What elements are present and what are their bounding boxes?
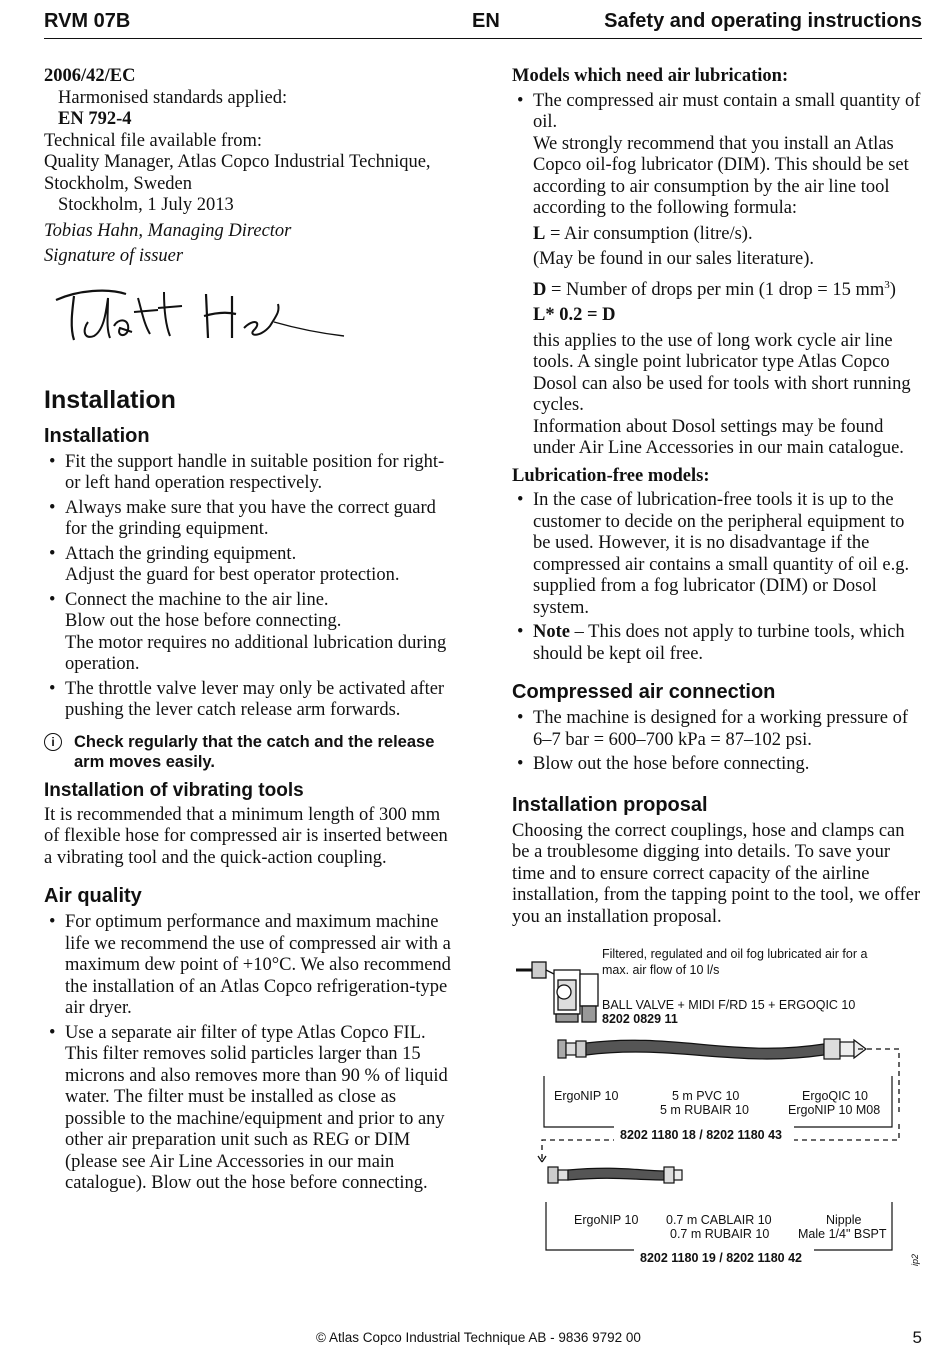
- list-item: • Attach the grinding equipment. Adjust the guard for best operator protection.: [44, 544, 458, 587]
- hose1-parts: 8202 1180 18 / 8202 1180 43: [620, 1128, 782, 1142]
- formula-literature: (May be found in our sales literature).: [533, 249, 815, 269]
- diagram-code: ip2: [910, 1253, 920, 1266]
- list-item: • Blow out the hose before connecting.: [512, 754, 924, 776]
- proposal-title: Installation proposal: [512, 793, 708, 816]
- installation-title: Installation: [44, 385, 176, 414]
- lubrication-after1: this applies to the use of long work cycle air line tools. A single point lubricator type Atlas Copco Dosol can also be used for tools with short running cycles.: [533, 330, 911, 416]
- page-number: 5: [912, 1328, 922, 1347]
- list-item: • For optimum performance and maximum machine life we recommend the use of compressed air with a maximum dew point of +10°C. We also recommend the installation of an Atlas Copco refrigeration-type air dryer.: [44, 912, 458, 1020]
- signature-image: [48, 282, 348, 352]
- filter-regulator-unit: [516, 962, 598, 1022]
- hose2-right-1: Nipple: [826, 1213, 862, 1227]
- page-header: [44, 10, 922, 39]
- hose2-mid-2: 0.7 m RUBAIR 10: [670, 1227, 770, 1241]
- hose-2: [548, 1167, 682, 1183]
- hose-1: [558, 1039, 866, 1059]
- compressed-air-title: Compressed air connection: [512, 681, 776, 704]
- list-item: [512, 622, 924, 665]
- signatory: Tobias Hahn, Managing Director: [44, 220, 292, 241]
- note-text: – This does not apply to turbine tools, which should be kept oil free.: [533, 622, 905, 664]
- safety-note-text: Check regularly that the catch and the release arm moves easily.: [74, 732, 435, 771]
- lubrication-list: [512, 91, 924, 460]
- standard: EN 792-4: [58, 109, 132, 129]
- directive: 2006/42/EC: [44, 66, 136, 86]
- installation-diagram: [514, 944, 924, 1274]
- list-item: • Connect the machine to the air line. Blow out the hose before connecting. The motor requires no additional lubrication during operation.: [44, 590, 458, 676]
- list-item: • The throttle valve lever may only be activated after pushing the lever catch release arm forwards.: [44, 679, 458, 722]
- hose1-mid-2: 5 m RUBAIR 10: [660, 1103, 749, 1117]
- caption-line2: max. air flow of 10 l/s: [602, 963, 720, 977]
- compressed-air-list: [512, 708, 924, 776]
- proposal-text: Choosing the correct couplings, hose and clamps can be a troublesome digging into details. To save your time and to ensure correct capacity of the airline installation, from the tapping point to the tool, we offer you an installation proposal.: [512, 820, 921, 927]
- formula-l: L = Air consumption (litre/s).: [533, 223, 753, 244]
- vibrating-title: Installation of vibrating tools: [44, 779, 304, 801]
- right-column: [512, 66, 924, 928]
- section-title: Safety and operating instructions: [604, 10, 922, 32]
- signature-label: Signature of issuer: [44, 246, 184, 266]
- air-quality-list: [44, 912, 458, 1195]
- lubrication-title: Models which need air lubrication:: [512, 66, 789, 86]
- hose1-mid-1: 5 m PVC 10: [672, 1089, 740, 1103]
- diagram-svg: [514, 944, 924, 1274]
- vibrating-text: It is recommended that a minimum length of 300 mm of flexible hose for compressed air is inserted between a vibrating tool and the quick-action coupling.: [44, 804, 448, 868]
- language-code: EN: [472, 10, 500, 32]
- valve-part: 8202 0829 11: [602, 1012, 678, 1026]
- installation-list: [44, 452, 458, 722]
- list-item: • In the case of lubrication-free tools it is up to the customer to decide on the peripheral equipment to be used. However, it is no disadvantage if the compressed air contains a small quantity of oil e.g. supplied from a fog lubricator (DIM) or Dosol system.: [512, 490, 924, 619]
- formula-calc: L* 0.2 = D: [533, 305, 616, 326]
- info-icon: i: [44, 733, 62, 751]
- note-label: Note: [533, 622, 570, 643]
- hose1-right-1: ErgoQIC 10: [802, 1089, 869, 1103]
- hose2-parts: 8202 1180 19 / 8202 1180 42: [640, 1251, 802, 1265]
- lubrication-after2: Information about Dosol settings may be found under Air Line Accessories in our main catalogue.: [533, 416, 904, 459]
- installation-subtitle: Installation: [44, 424, 150, 447]
- list-item: • The machine is designed for a working pressure of 6–7 bar = 600–700 kPa = 87–102 psi.: [512, 708, 924, 751]
- safety-note: [44, 732, 458, 772]
- hose2-right-2: Male 1/4" BSPT: [798, 1227, 887, 1241]
- list-item: • Use a separate air filter of type Atlas Copco FIL. This filter removes solid particles larger than 15 microns and also removes more than 90 % of liquid water. The filter must be installed as close as possible to the machine/equipment and prior to any other air preparation unit such as REG or DIM (please see Air Line Accessories in our main catalogue). Blow out the hose before connecting.: [44, 1023, 458, 1195]
- lubrication-line1: • The compressed air must contain a small quantity of oil.: [533, 90, 921, 132]
- lubrication-free-list: [512, 490, 924, 665]
- place-date: Stockholm, 1 July 2013: [58, 195, 234, 215]
- lubrication-free-title: Lubrication-free models:: [512, 465, 710, 486]
- air-quality-title: Air quality: [44, 885, 142, 907]
- list-item: • Always make sure that you have the correct guard for the grinding equipment.: [44, 498, 458, 541]
- hose1-left: ErgoNIP 10: [554, 1089, 619, 1103]
- copyright: © Atlas Copco Industrial Technique AB - 9836 9792 00: [316, 1330, 641, 1345]
- hose2-mid-1: 0.7 m CABLAIR 10: [666, 1213, 772, 1227]
- hose1-right-2: ErgoNIP 10 M08: [788, 1103, 881, 1117]
- harmonised-label: Harmonised standards applied:: [58, 87, 288, 108]
- model-name: RVM 07B: [44, 10, 131, 32]
- left-column: [44, 66, 458, 1198]
- technical-file-label: Technical file available from:: [44, 130, 263, 151]
- list-item: • Fit the support handle in suitable position for right- or left hand operation respectively.: [44, 452, 458, 495]
- list-item: [512, 91, 924, 460]
- valve-label: BALL VALVE + MIDI F/RD 15 + ERGOQIC 10: [602, 998, 856, 1012]
- caption-line1: Filtered, regulated and oil fog lubricated air for a: [602, 947, 868, 961]
- formula-d: D = Number of drops per min (1 drop = 15 $mm^3$): [533, 278, 896, 300]
- hose2-left: ErgoNIP 10: [574, 1213, 639, 1227]
- technical-file-holder: Quality Manager, Atlas Copco Industrial Technique, Stockholm, Sweden: [44, 152, 431, 194]
- lubrication-line2: We strongly recommend that you install an Atlas Copco oil-fog lubricator (DIM). This should be set according to air consumption by the air line tool according to the following formula:: [533, 133, 909, 218]
